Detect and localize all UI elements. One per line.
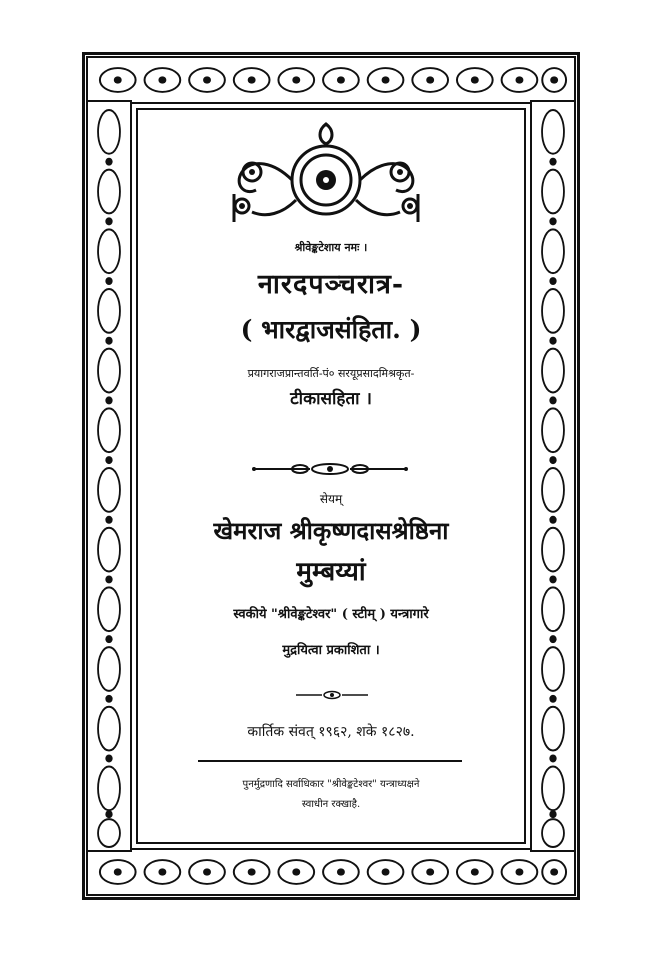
- publisher-name: खेमराज श्रीकृष्णदासश्रेष्ठिना: [213, 516, 449, 545]
- printed-line: मुद्रयित्वा प्रकाशिता ।: [282, 643, 380, 658]
- seyam-text: सेयम्: [319, 492, 343, 506]
- rights-line-2: स्वाधीन रक्खाहै.: [301, 799, 361, 810]
- right-border-ornament: [530, 100, 576, 852]
- publication-date: कार्तिक संवत् १९६२, शके १८२७.: [247, 724, 415, 740]
- book-subtitle: ( भारद्वाजसंहिता. ): [240, 315, 422, 344]
- left-border-ornament: [86, 100, 132, 852]
- small-divider-ornament: [294, 690, 370, 700]
- bottom-border-ornament: [86, 848, 576, 896]
- top-border-ornament: [86, 56, 576, 104]
- book-title: नारदपञ्चरात्र-: [257, 269, 405, 300]
- floral-medallion-ornament: [222, 122, 430, 226]
- invocation-text: श्रीवेङ्कटेशाय नमः ।: [294, 241, 368, 254]
- tika-line: टीकासहिता ।: [290, 389, 372, 409]
- left-border-pattern: [88, 102, 130, 850]
- rights-line-1: पुनर्मुद्रणादि सर्वाधिकार "श्रीवेङ्कटेश्वर" यन्त्राध्यक्षने: [242, 779, 420, 790]
- press-line: स्वकीये "श्रीवेङ्कटेश्वर" ( स्टीम् ) यन्त्रागारे: [233, 607, 429, 622]
- top-border-pattern: [88, 58, 574, 102]
- publication-city: मुम्बय्यां: [296, 557, 366, 587]
- horizontal-rule: [198, 760, 462, 762]
- right-border-pattern: [532, 102, 574, 850]
- commentator-line: प्रयागराजप्रान्तवर्ति-पं० सरयूप्रसादमिश्रकृत-: [247, 367, 415, 380]
- divider-ornament: [250, 462, 410, 476]
- bottom-border-pattern: [88, 850, 574, 894]
